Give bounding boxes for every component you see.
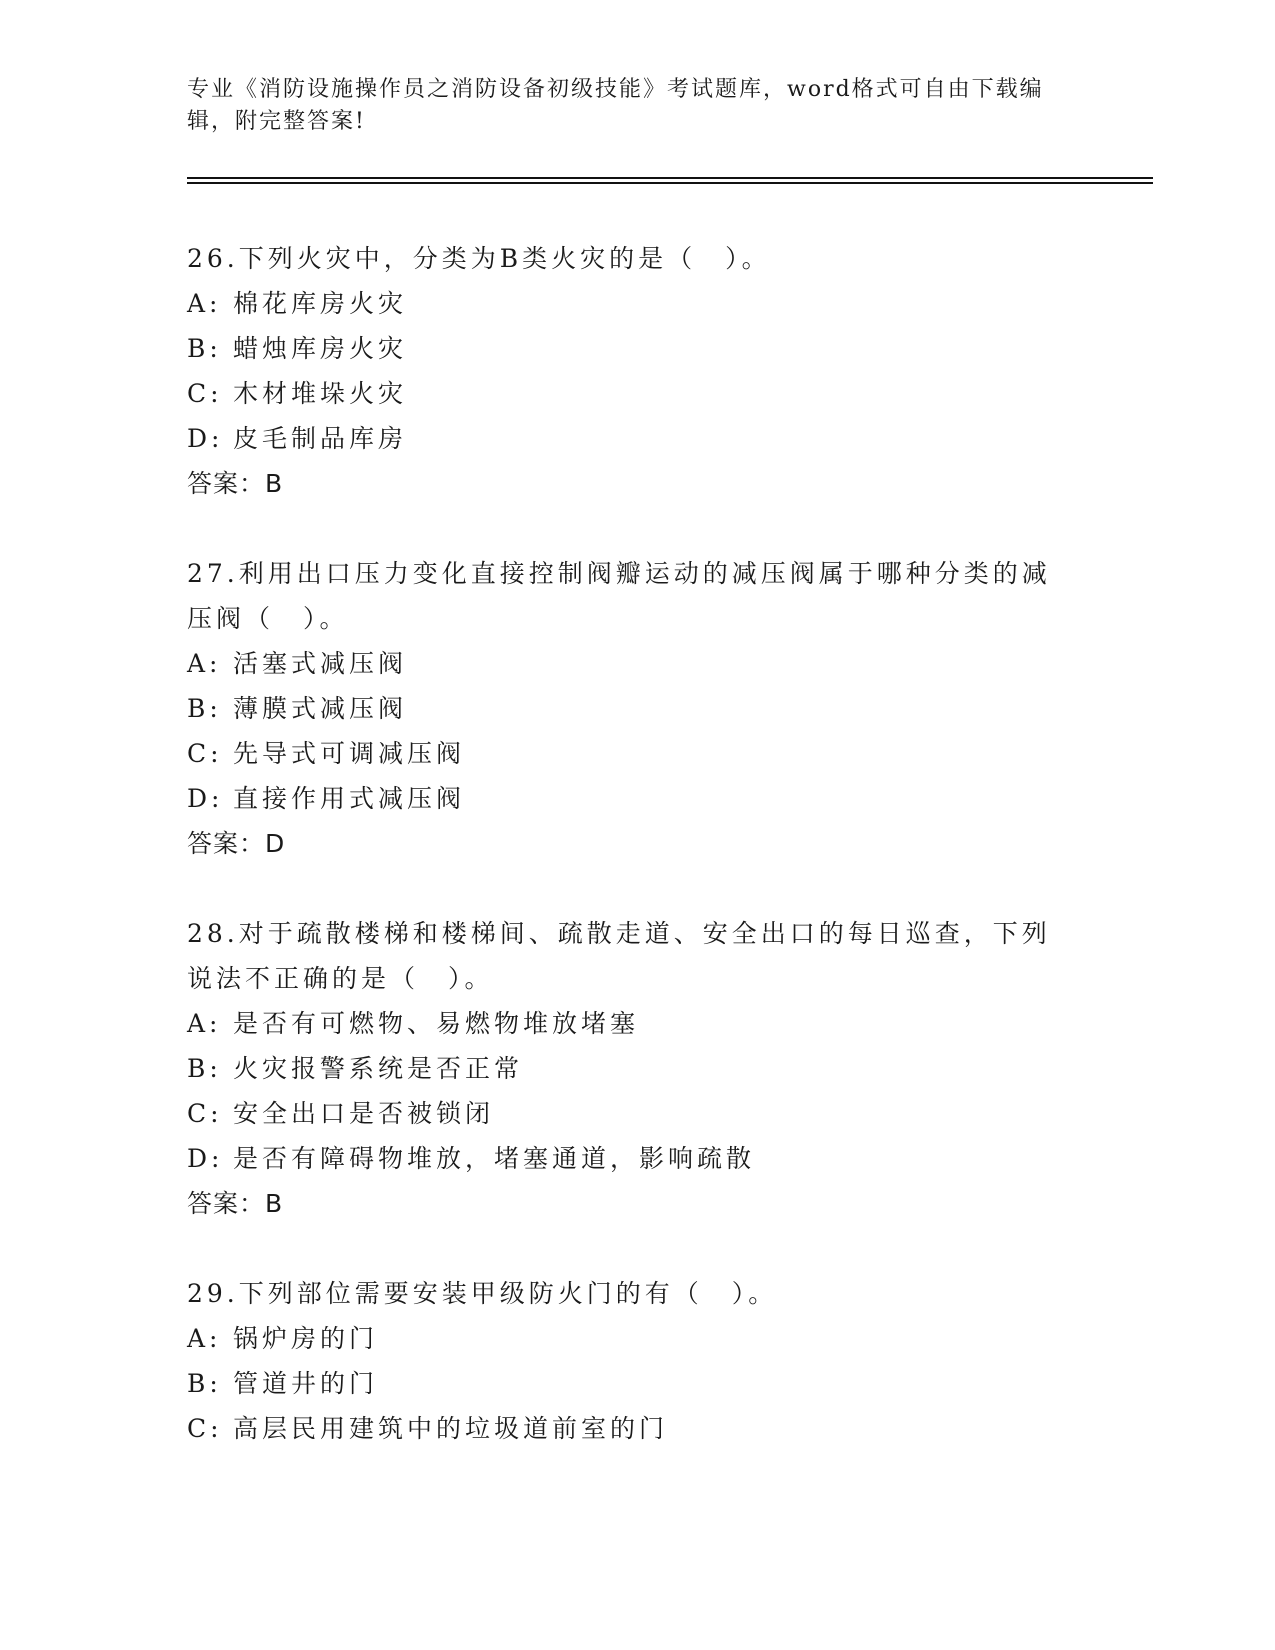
question-26: [187, 236, 1087, 506]
question-stem: 27.利用出口压力变化直接控制阀瓣运动的减压阀属于哪种分类的减压阀（ ）。: [187, 559, 1051, 633]
answer-line: 答案：B: [187, 469, 284, 498]
question-stem: 29.下列部位需要安装甲级防火门的有（ ）。: [187, 1279, 778, 1308]
option-b: [187, 686, 1087, 731]
option-text: 薄膜式减压阀: [233, 694, 408, 723]
option-letter: C:: [187, 1099, 223, 1128]
option-letter: A:: [187, 289, 222, 318]
option-letter: B:: [187, 334, 222, 363]
option-letter: B:: [187, 694, 222, 723]
header-rule-top: [187, 177, 1153, 179]
question-stem: 26.下列火灾中，分类为B类火灾的是（ ）。: [187, 244, 771, 273]
option-a: [187, 1316, 1087, 1361]
question-27: [187, 551, 1087, 866]
option-text: 直接作用式减压阀: [233, 784, 466, 813]
option-d: [187, 416, 1087, 461]
option-letter: A:: [187, 649, 222, 678]
option-text: 锅炉房的门: [233, 1324, 379, 1353]
option-text: 棉花库房火灾: [233, 289, 408, 318]
option-text: 蜡烛库房火灾: [233, 334, 408, 363]
header-rule-bottom: [187, 182, 1153, 184]
answer-line: 答案：B: [187, 1189, 284, 1218]
option-a: [187, 641, 1087, 686]
document-header: 专业《消防设施操作员之消防设备初级技能》考试题库，word格式可自由下载编辑，附完整答案!: [187, 77, 1044, 134]
option-text: 活塞式减压阀: [233, 649, 408, 678]
option-letter: C:: [187, 1414, 223, 1443]
option-letter: A:: [187, 1009, 222, 1038]
option-d: [187, 776, 1087, 821]
option-letter: D:: [187, 1144, 224, 1173]
option-letter: B:: [187, 1054, 222, 1083]
option-b: [187, 1046, 1087, 1091]
option-c: [187, 371, 1087, 416]
option-text: 是否有障碍物堆放，堵塞通道，影响疏散: [233, 1144, 756, 1173]
answer-line: 答案：D: [187, 829, 286, 858]
option-text: 是否有可燃物、易燃物堆放堵塞: [233, 1009, 640, 1038]
option-text: 安全出口是否被锁闭: [233, 1099, 495, 1128]
option-text: 木材堆垛火灾: [233, 379, 408, 408]
option-b: [187, 1361, 1087, 1406]
option-a: [187, 281, 1087, 326]
option-text: 管道井的门: [233, 1369, 379, 1398]
option-letter: C:: [187, 739, 223, 768]
option-a: [187, 1001, 1087, 1046]
option-letter: C:: [187, 379, 223, 408]
option-text: 皮毛制品库房: [233, 424, 408, 453]
option-c: [187, 1406, 1087, 1451]
option-text: 火灾报警系统是否正常: [233, 1054, 524, 1083]
option-text: 先导式可调减压阀: [233, 739, 466, 768]
question-stem: 28.对于疏散楼梯和楼梯间、疏散走道、安全出口的每日巡查，下列说法不正确的是（ ）。: [187, 919, 1051, 993]
question-list: [187, 236, 1087, 1496]
question-29: [187, 1271, 1087, 1451]
option-d: [187, 1136, 1087, 1181]
option-letter: A:: [187, 1324, 222, 1353]
option-letter: D:: [187, 784, 224, 813]
question-28: [187, 911, 1087, 1226]
option-c: [187, 731, 1087, 776]
option-letter: D:: [187, 424, 224, 453]
option-c: [187, 1091, 1087, 1136]
option-letter: B:: [187, 1369, 222, 1398]
option-b: [187, 326, 1087, 371]
option-text: 高层民用建筑中的垃圾道前室的门: [233, 1414, 669, 1443]
